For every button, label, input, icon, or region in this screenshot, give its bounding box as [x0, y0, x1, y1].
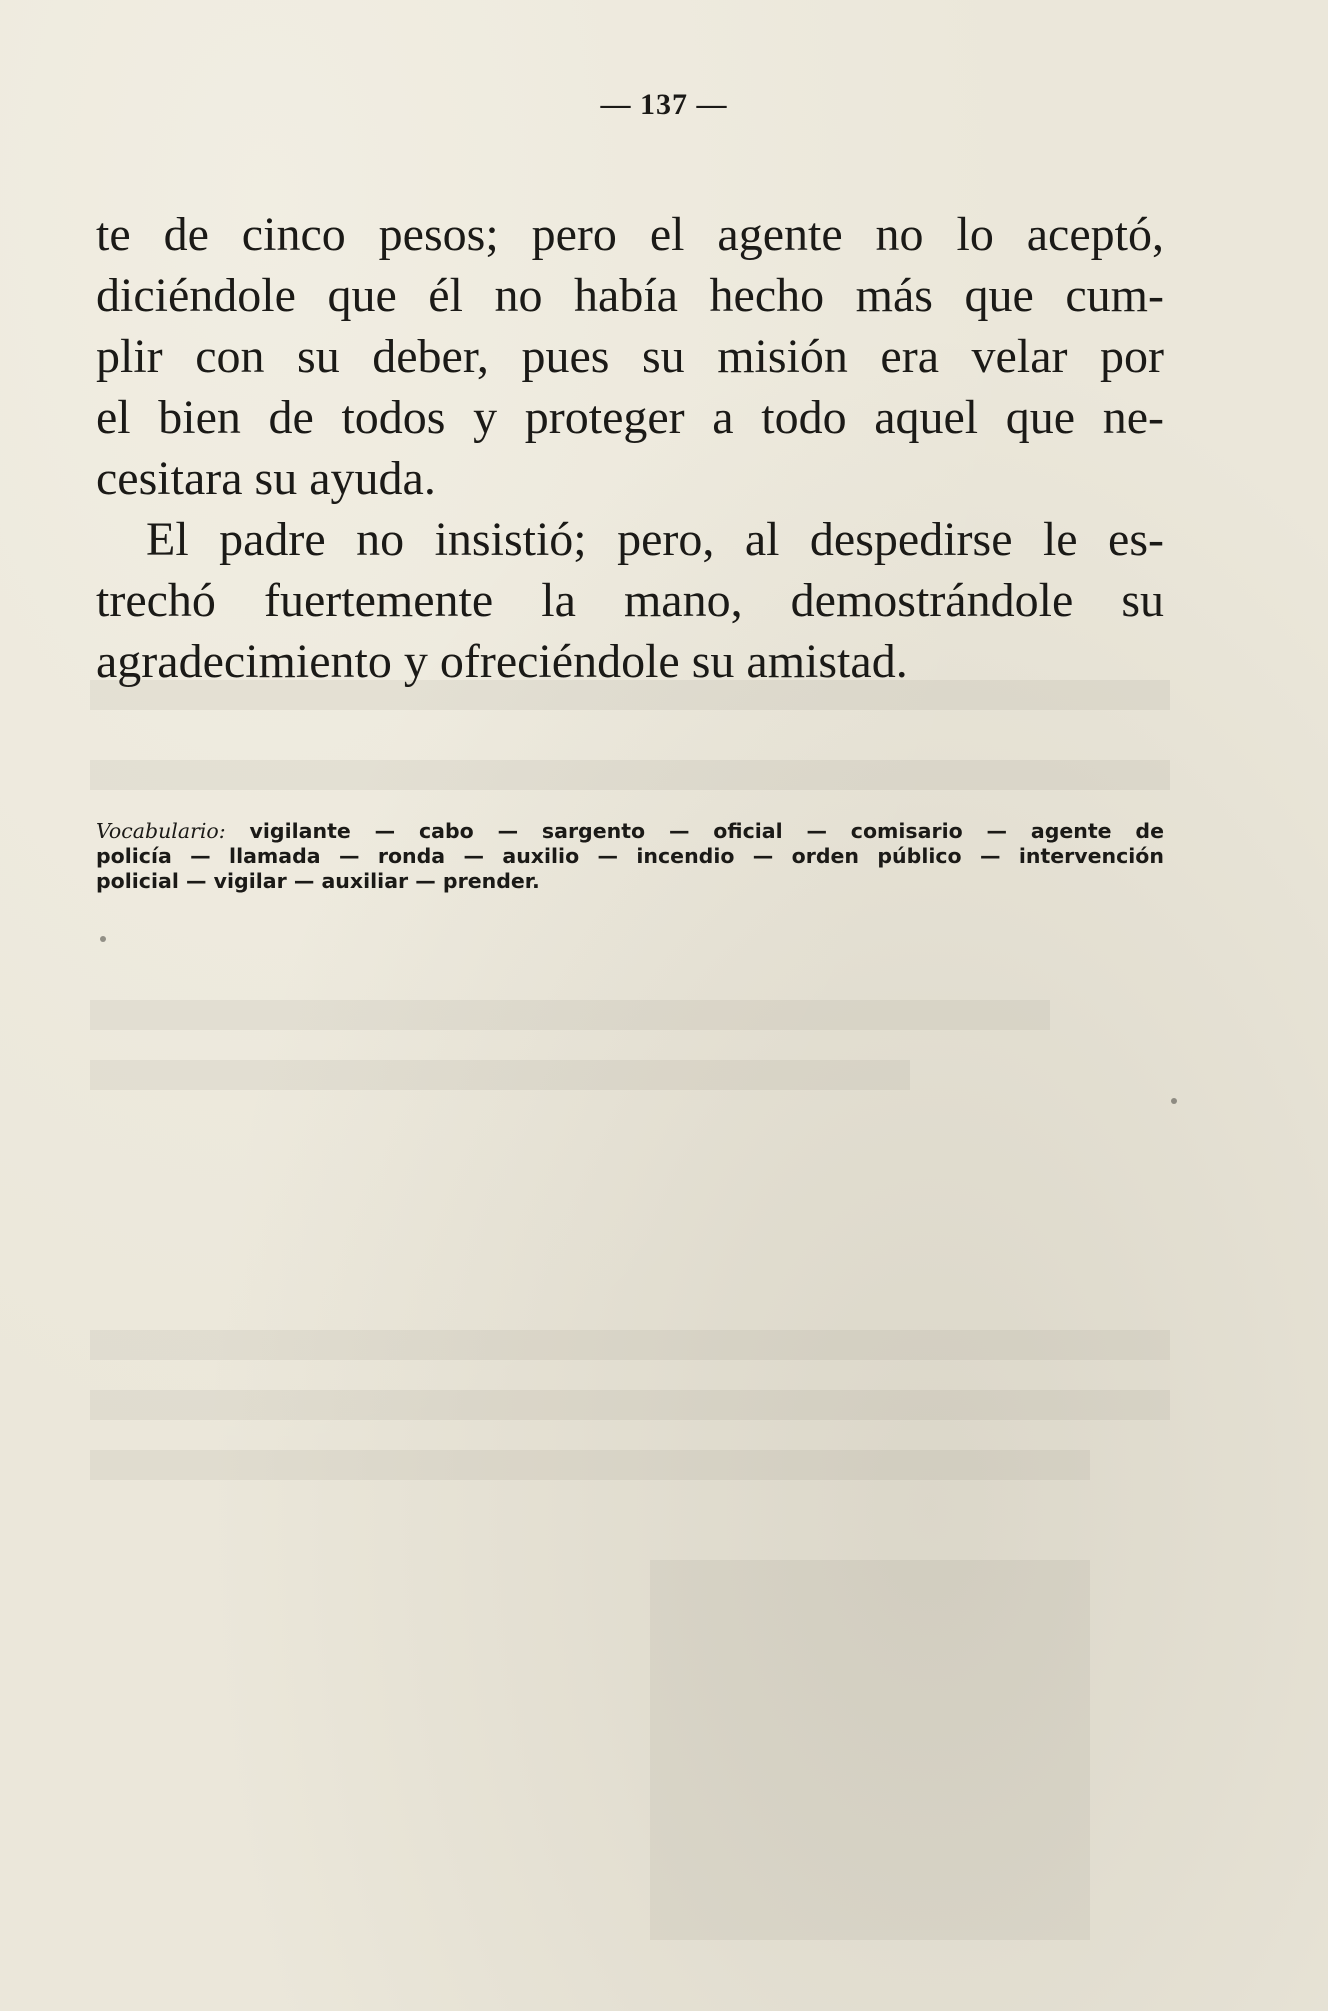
text-line: El padre no insistió; pero, al despedirse le es- [146, 513, 1164, 566]
ink-speck [1171, 1098, 1177, 1104]
vocabulary-line: policial — vigilar — auxiliar — prender. [96, 869, 540, 893]
text-line: trechó fuertemente la mano, demostrándole su [96, 574, 1164, 627]
text-line: diciéndole que él no había hecho más que cum- [96, 269, 1164, 322]
text-line: el bien de todos y proteger a todo aquel que ne- [96, 391, 1164, 444]
text-line: te de cinco pesos; pero el agente no lo aceptó, [96, 208, 1164, 261]
vocabulary-terms: vigilante — cabo — sargento — oficial — comisario — agente de [249, 819, 1165, 843]
vocabulary-note [96, 819, 1164, 894]
vocabulary-line [96, 819, 1164, 844]
text-line: agradecimiento y ofreciéndole su amistad. [96, 635, 908, 688]
text-line: plir con su deber, pues su misión era velar por [96, 330, 1164, 383]
vocabulary-line: policía — llamada — ronda — auxilio — incendio — orden público — intervención [96, 844, 1164, 868]
text-line: cesitara su ayuda. [96, 452, 436, 505]
vocabulary-label: Vocabulario: [96, 819, 226, 843]
ink-speck [100, 936, 106, 942]
page-number: — 137 — [600, 88, 728, 121]
body-text [96, 204, 1164, 692]
